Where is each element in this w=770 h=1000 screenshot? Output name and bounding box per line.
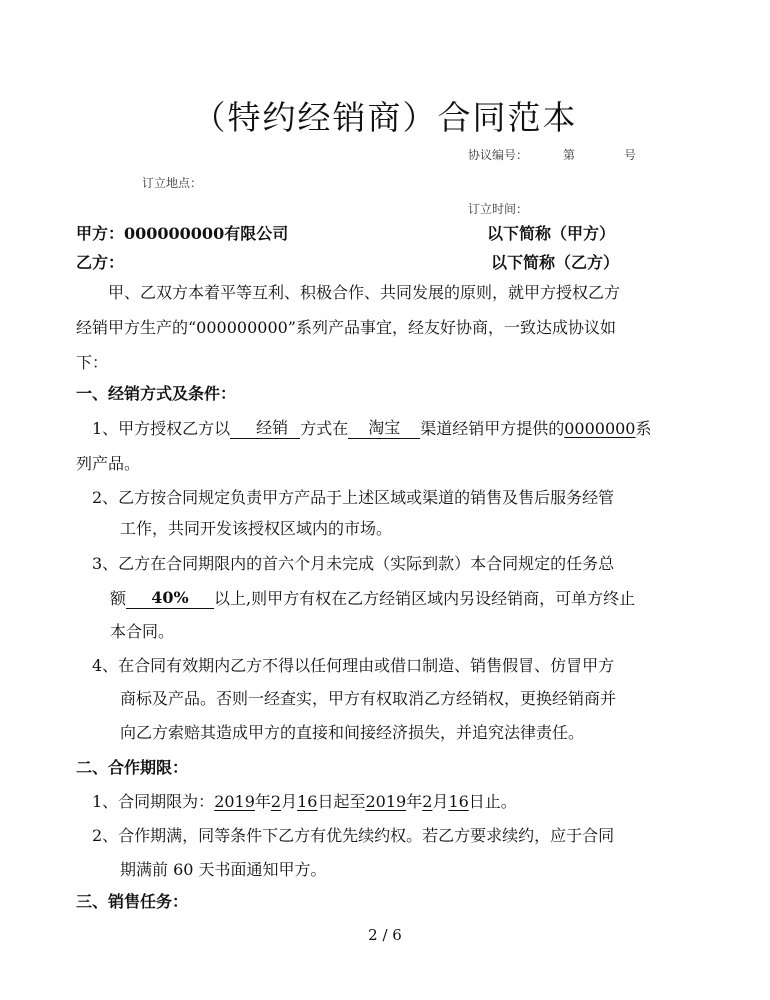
party-b-short-name: 以下简称（乙方） (491, 253, 620, 272)
section-1-heading: 一、经销方式及条件： (76, 384, 237, 403)
product-series-value: 0000000 (564, 419, 636, 438)
end-year: 2019 (365, 792, 407, 811)
item-3-text-a: 额 (110, 589, 127, 608)
signing-time-label: 订立时间： (468, 202, 529, 216)
term-suffix-text: 日止。 (468, 792, 517, 811)
distribution-method-field (230, 418, 300, 439)
section-1-item-4-line-3: 向乙方索赔其造成甲方的直接和间接经济损失，并追究法律责任。 (120, 723, 585, 742)
item-3-text-b: 以上,则甲方有权在乙方经销区域内另设经销商，可单方终止 (214, 589, 636, 608)
agreement-number-hao: 号 (624, 148, 637, 162)
item-1-text-d: 系 (635, 419, 652, 438)
sales-channel-field (348, 418, 420, 439)
section-1-item-2-line-1: 2、乙方按合同规定负责甲方产品于上述区域或渠道的销售及售后服务经管 (92, 488, 615, 507)
end-day: 16 (448, 792, 469, 811)
section-2-heading: 二、合作期限： (76, 758, 189, 777)
section-1-item-3-line-1: 3、乙方在合同期限内的首六个月未完成（实际到款）本合同规定的任务总 (92, 554, 615, 573)
year-label: 年 (254, 792, 271, 811)
party-a: 甲方：000000000有限公司 (76, 224, 289, 243)
document-title: （特约经销商）合同范本 (192, 98, 578, 137)
section-1-item-1-line-2: 列产品。 (76, 454, 141, 473)
section-1-item-1-line-1 (92, 418, 652, 439)
section-1-item-3-line-3: 本合同。 (110, 622, 175, 641)
section-1-item-3-line-2 (110, 588, 635, 609)
page-number: 2 / 6 (368, 926, 402, 944)
section-2-item-1 (92, 792, 517, 812)
intro-line-2: 经销甲方生产的“000000000”系列产品事宜，经友好协商，一致达成协议如 (76, 318, 616, 337)
start-day: 16 (297, 792, 318, 811)
term-mid-text: 日起至 (317, 792, 366, 811)
section-2-item-2-line-1: 2、合作期满，同等条件下乙方有优先续约权。若乙方要求续约，应于合同 (92, 826, 615, 845)
section-1-item-4-line-1: 4、在合同有效期内乙方不得以任何理由或借口制造、销售假冒、仿冒甲方 (92, 656, 615, 675)
task-percentage-field (126, 588, 214, 609)
section-3-heading: 三、销售任务： (76, 892, 189, 911)
task-percentage-value: 40% (151, 588, 189, 607)
end-month-label: 月 (432, 792, 449, 811)
item-1-text-a: 1、甲方授权乙方以 (92, 419, 231, 438)
intro-line-1: 甲、乙双方本着平等互利、积极合作、共同发展的原则，就甲方授权乙方 (108, 283, 621, 302)
section-1-item-4-line-2: 商标及产品。否则一经查实，甲方有权取消乙方经销权，更换经销商并 (120, 689, 617, 708)
end-month: 2 (422, 792, 433, 811)
month-label: 月 (281, 792, 298, 811)
signing-place-label: 订立地点： (142, 176, 203, 190)
party-a-short-name: 以下简称（甲方） (487, 224, 616, 243)
agreement-number-label: 协议编号： (468, 148, 529, 162)
section-1-item-2-line-2: 工作，共同开发该授权区域内的市场。 (120, 519, 393, 538)
distribution-method-value: 经销 (256, 418, 289, 437)
contract-term-label: 1、合同期限为： (92, 792, 215, 811)
item-1-text-b: 方式在 (300, 419, 349, 438)
start-year: 2019 (214, 792, 255, 811)
sales-channel-value: 淘宝 (368, 418, 401, 437)
party-b: 乙方： (76, 253, 125, 272)
intro-line-3: 下： (76, 353, 109, 372)
end-year-label: 年 (406, 792, 423, 811)
agreement-number-di: 第 (563, 148, 576, 162)
section-2-item-2-line-2: 期满前 60 天书面通知甲方。 (120, 860, 327, 879)
item-1-text-c: 渠道经销甲方提供的 (420, 419, 565, 438)
start-month: 2 (270, 792, 282, 811)
